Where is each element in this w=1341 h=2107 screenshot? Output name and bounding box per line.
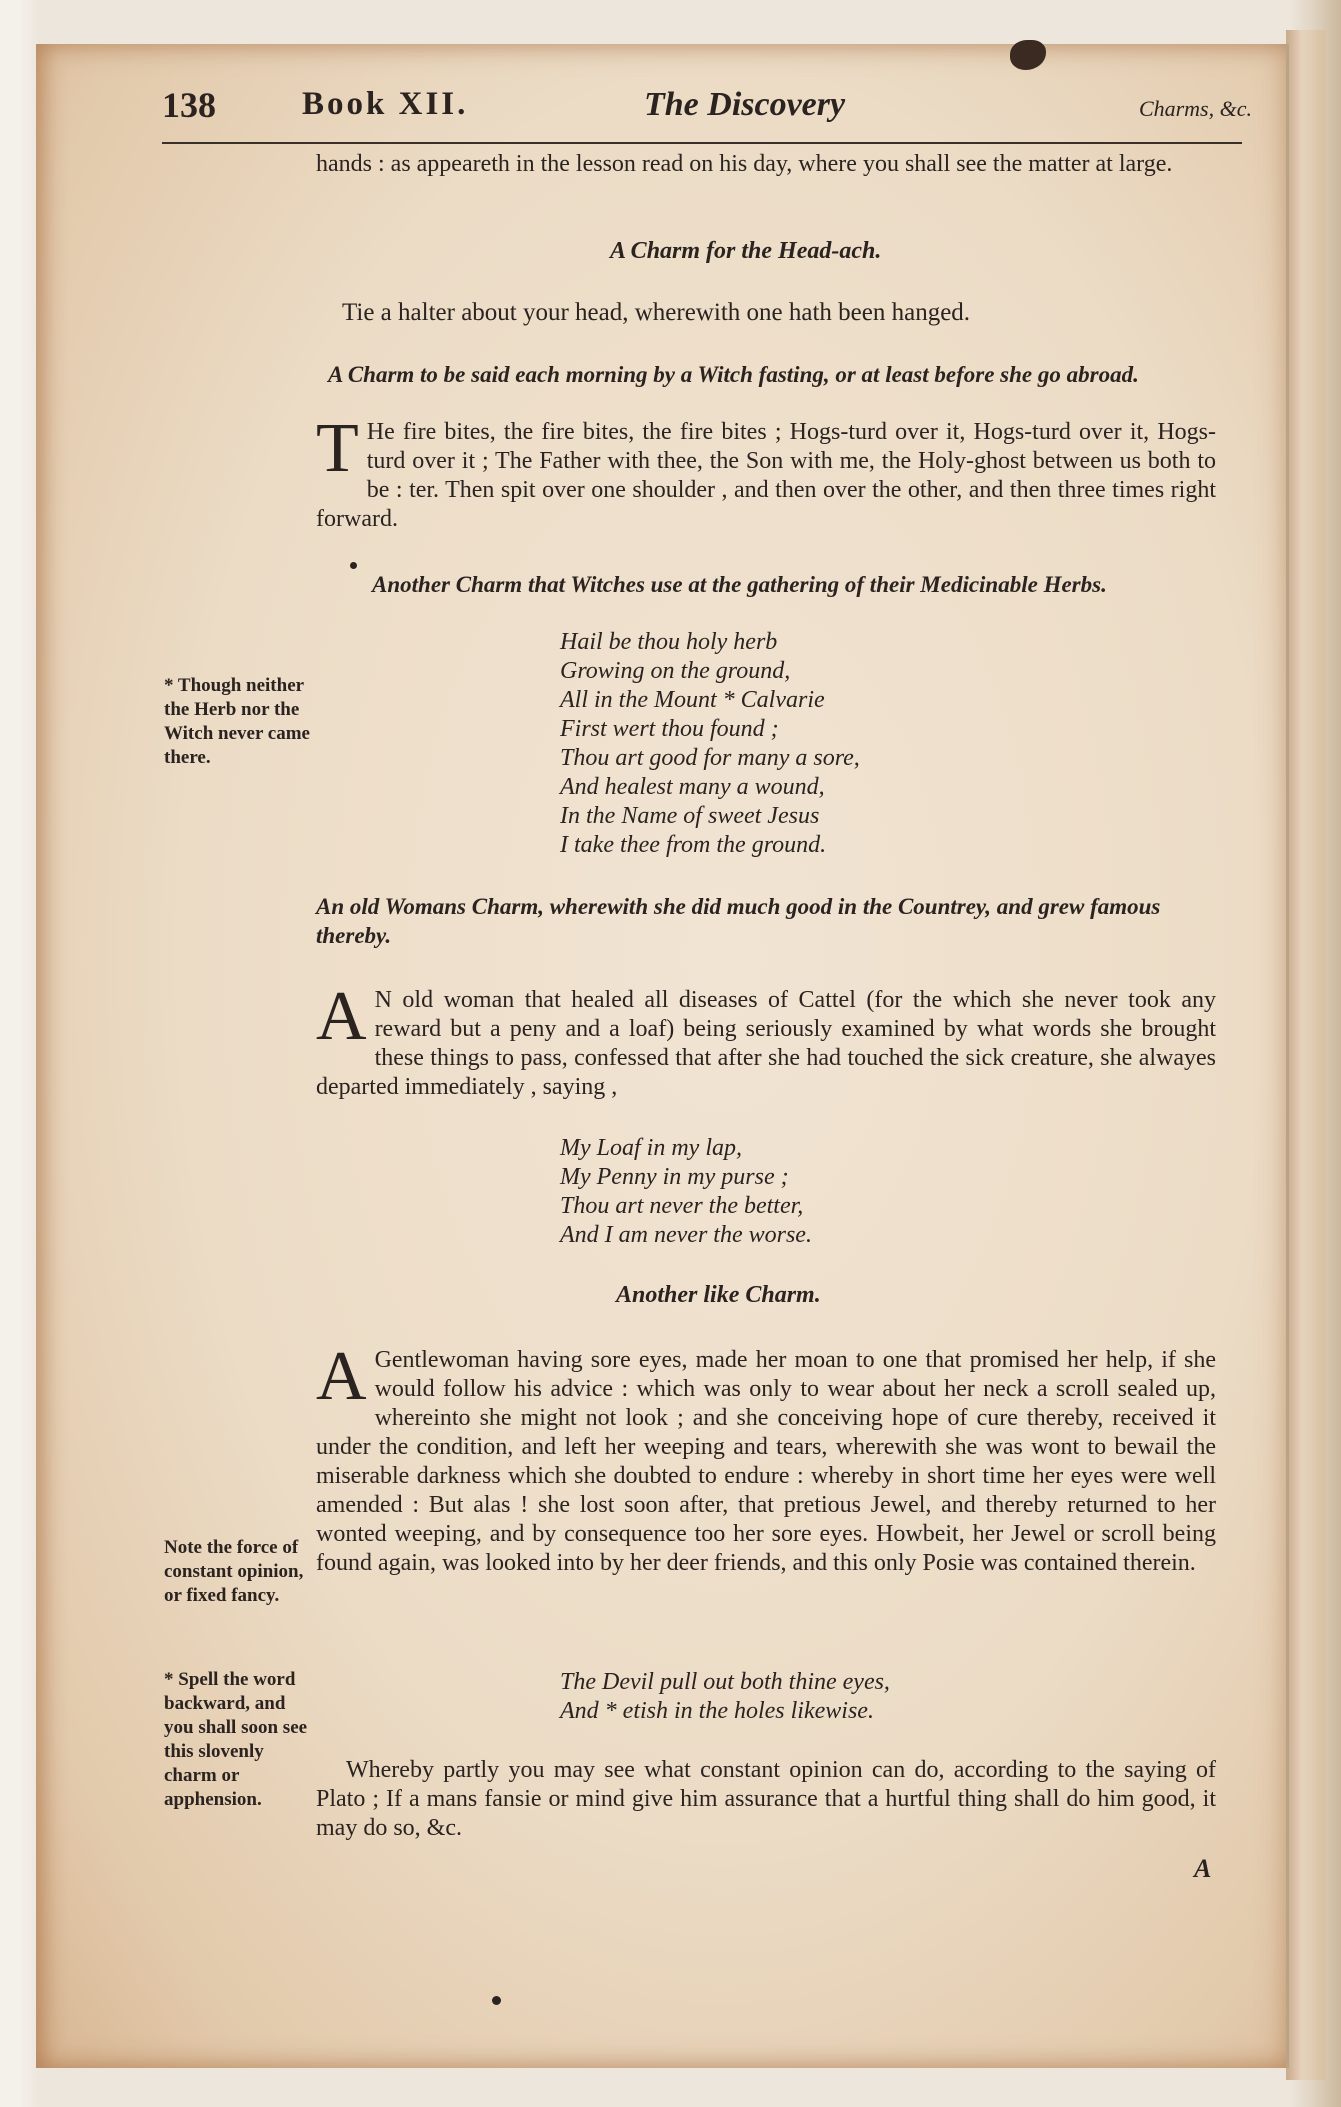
running-title: The Discovery [644,86,846,123]
old-woman-heading: An old Womans Charm, wherewith she did much good in the Countrey, and grew famous thereby. [316,894,1161,948]
ink-dot [350,562,357,569]
verse-line: And I am never the worse. [560,1222,812,1248]
intro-paragraph: hands : as appeareth in the lesson read on his day, where you shall see the matter at large. [316,151,1173,177]
herbs-verse [560,628,860,860]
like-text: Gentlewoman having sore eyes, made her moan to one that promised her help, if she would follow his advice : which was only to wear about her neck a scroll sealed up, whereinto she might not look ; and she conceiving hope of cure thereby, received it under the condition, and left her weeping and tears, wherewith she was wont to bewail the miserable darkness which she doubted to endure : whereby in short time her eyes were well amended : But alas ! she lost soon after, that pretious Jewel, and thereby returned to her wonted weeping, and by consequence too her sore eyes. Howbeit, her Jewel or scroll being found again, was looked into by her deer friends, and this only Posie was contained therein. [316,1347,1216,1576]
like-paragraph [316,1338,1216,1578]
catchword: A [1194,1854,1212,1883]
verse-line: First wert thou found ; [560,716,779,742]
devil-verse [560,1668,890,1726]
margin-note-herb: * Though neither the Herb nor the Witch never came there. [164,675,310,768]
verse-line: Growing on the ground, [560,658,791,684]
headache-heading: A Charm for the Head-ach. [610,238,882,264]
morning-heading: A Charm to be said each morning by a Witch fasting, or at least before she go abroad. [328,362,1139,387]
margin-note-spell: * Spell the word backward, and you shall soon see this slovenly charm or apphension. [164,1669,308,1810]
verse-line: In the Name of sweet Jesus [560,803,820,829]
verse-line: And * etish in the holes likewise. [560,1698,874,1724]
drop-cap: A [316,978,367,1055]
book-label: Book XII. [302,86,469,122]
morning-paragraph [316,410,1216,534]
herbs-heading: Another Charm that Witches use at the gathering of their Medicinable Herbs. [372,572,1107,597]
old-woman-paragraph [316,978,1216,1102]
drop-cap: T [316,410,359,487]
verse-line: The Devil pull out both thine eyes, [560,1669,890,1695]
morning-text: He fire bites, the fire bites, the fire bites ; Hogs-turd over it, Hogs-turd over it, Hogs-turd over it ; The Father with thee, the Son with me, the Holy-ghost between us both to be : ter. Then spit over one shoulder , and then over the other, and then three times right forward. [316,419,1216,532]
verse-line: I take thee from the ground. [560,832,827,858]
drop-cap: A [316,1338,367,1415]
header-rule [162,142,1242,144]
verse-line: And healest many a wound, [560,774,825,800]
running-head-right: Charms, &c. [1138,96,1252,121]
margin-note-opinion: Note the force of constant opinion, or fixed fancy. [164,1537,304,1606]
old-woman-text: N old woman that healed all diseases of Cattel (for the which she never took any reward but a peny and a loaf) being seriously examined by what words she brought these things to pass, confessed that after she had touched the sick creature, she alwayes departed immediately , saying , [316,987,1216,1100]
verse-line: Hail be thou holy herb [560,629,778,655]
page-header [162,84,1252,144]
verse-line: Thou art good for many a sore, [560,745,860,771]
like-heading: Another like Charm. [616,1282,821,1308]
page-edge [1286,30,1326,2080]
old-woman-verse [560,1134,812,1250]
verse-line: All in the Mount * Calvarie [560,687,825,713]
verse-line: Thou art never the better, [560,1193,804,1219]
verse-line: My Loaf in my lap, [560,1135,742,1161]
closing-paragraph: Whereby partly you may see what constant opinion can do, according to the saying of Plato ; If a mans fansie or mind give him assurance that a hurtful thing shall do him good, it may do so, &c. [316,1757,1216,1841]
headache-text: Tie a halter about your head, wherewith one hath been hanged. [342,299,971,326]
page-number: 138 [162,85,216,125]
ink-dot [492,1996,501,2005]
verse-line: My Penny in my purse ; [560,1164,789,1190]
